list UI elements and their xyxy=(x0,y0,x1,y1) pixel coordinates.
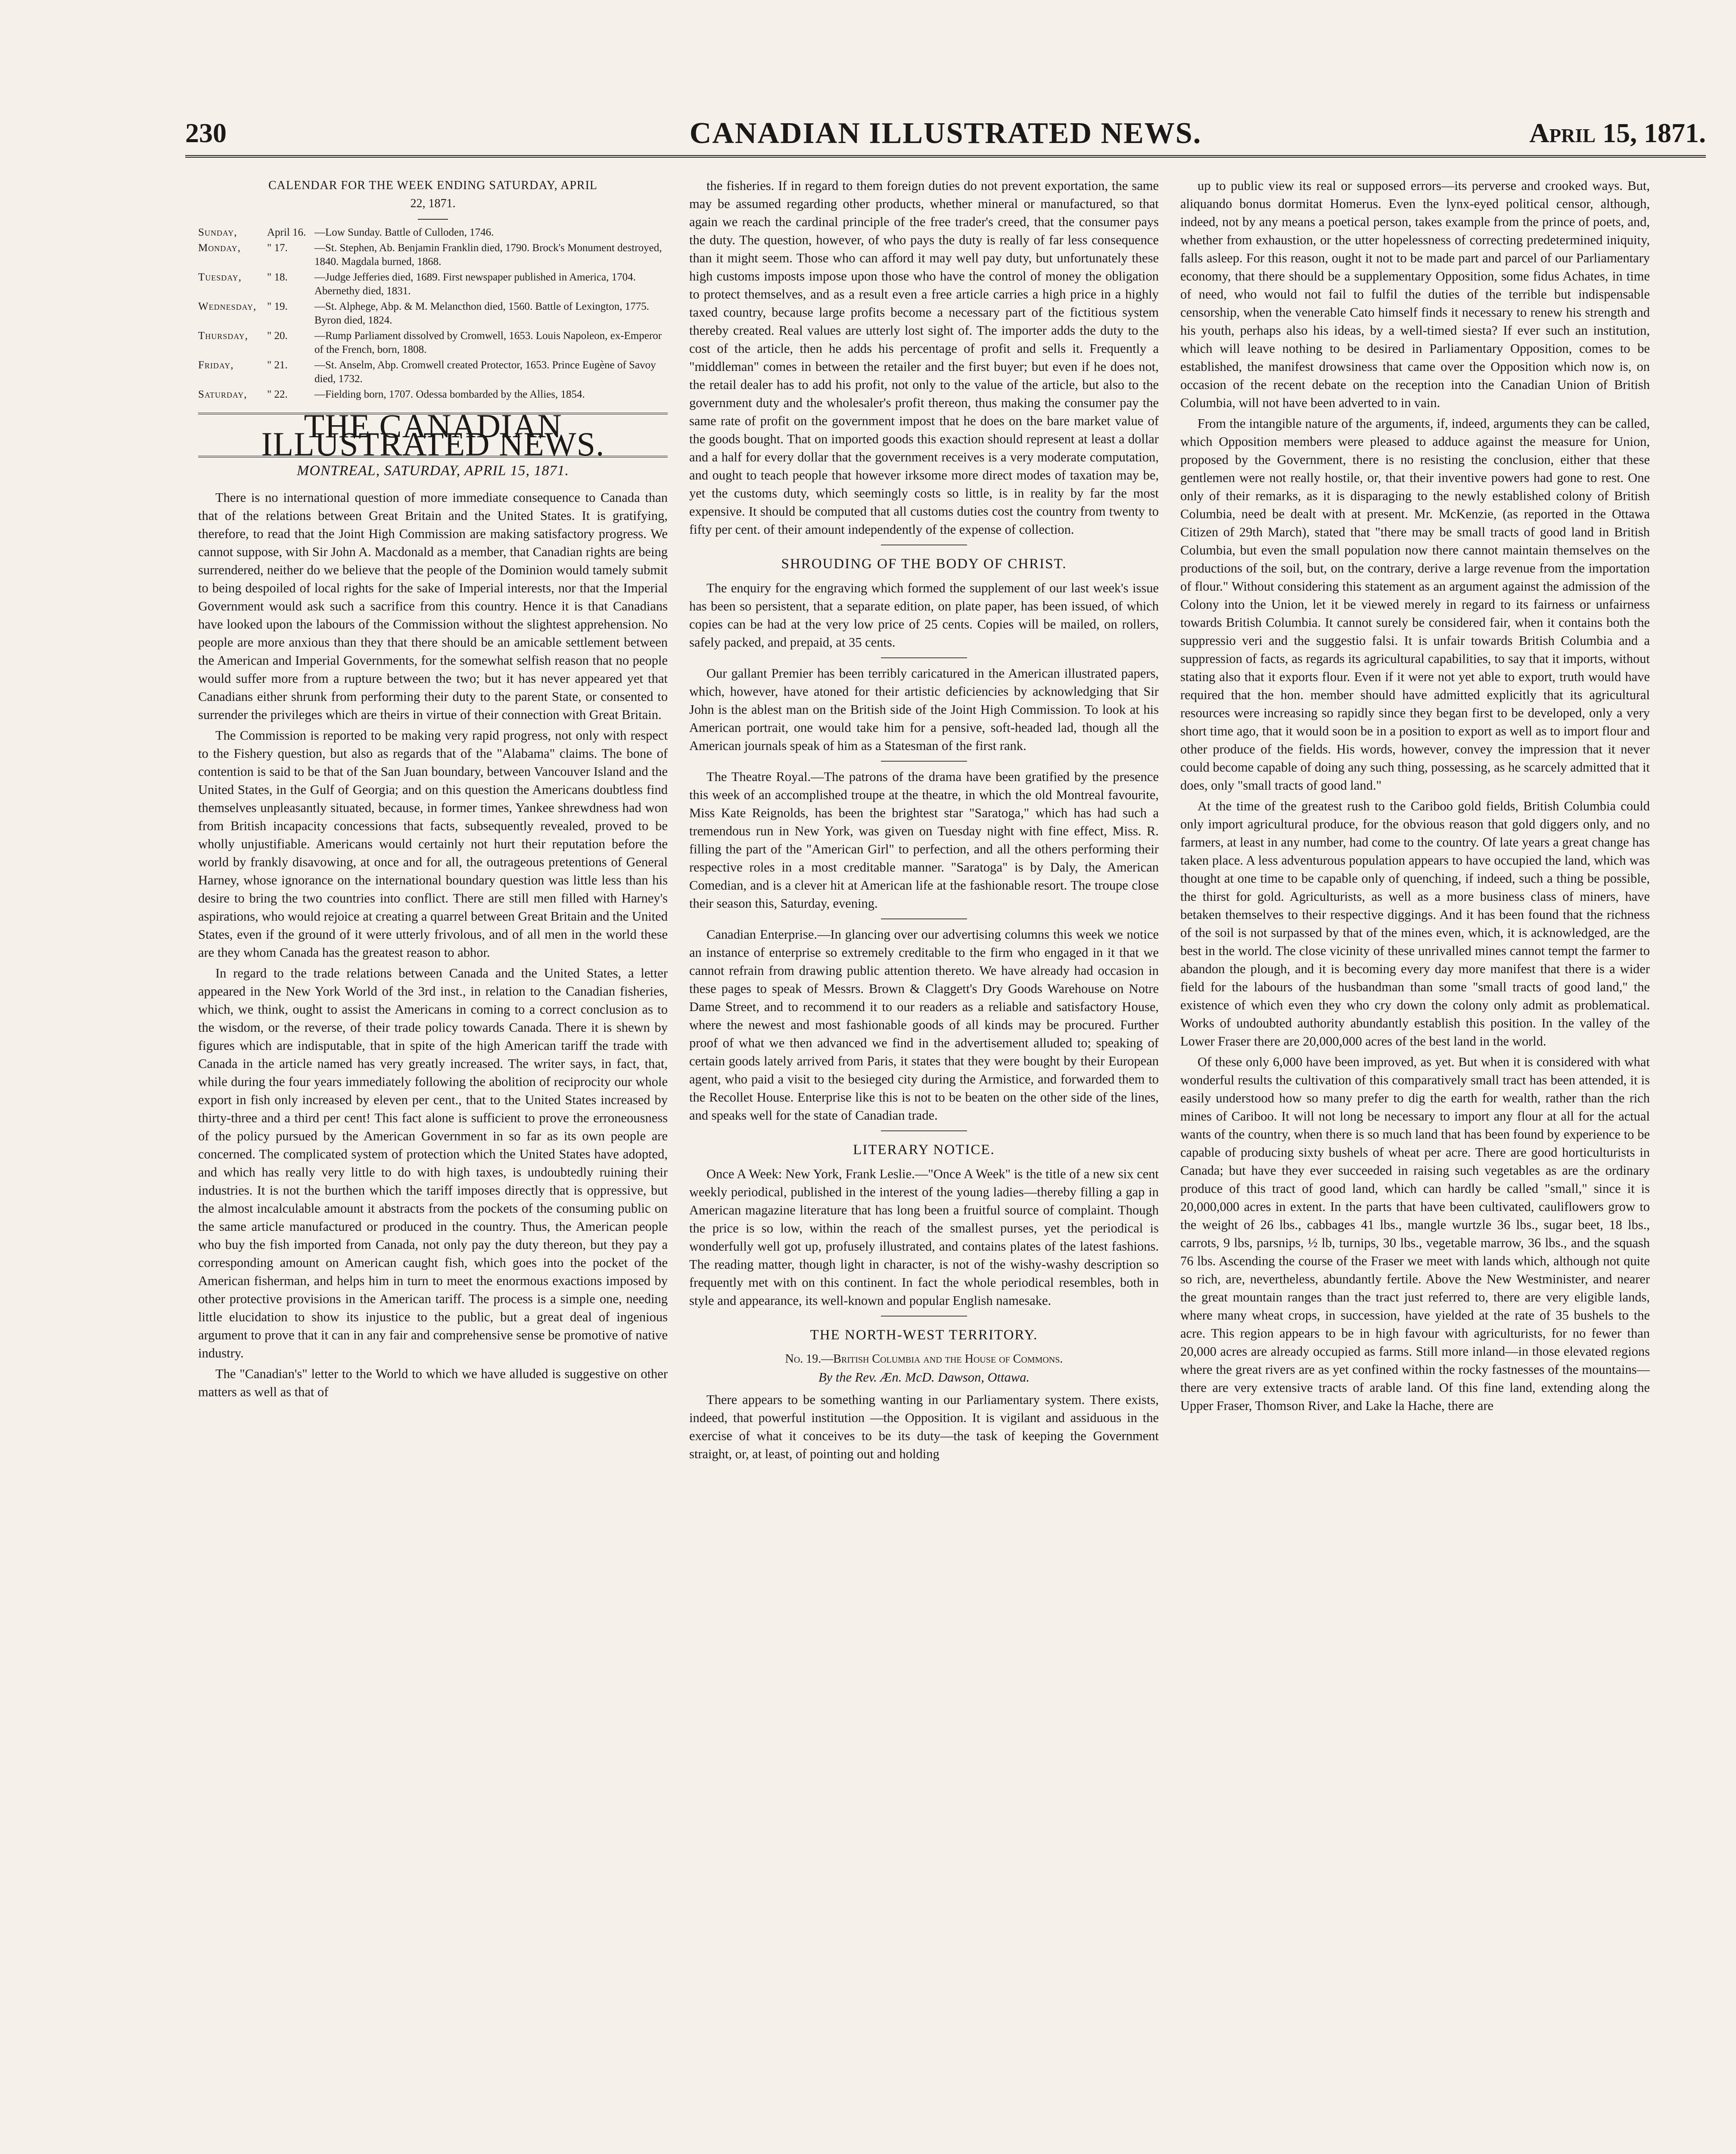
calendar-day: Sunday, xyxy=(198,227,237,238)
dateline: MONTREAL, SATURDAY, APRIL 15, 1871. xyxy=(297,463,569,479)
shrouding-heading: SHROUDING OF THE BODY OF CHRIST. xyxy=(781,556,1067,572)
theatre-paragraph: The Theatre Royal.—The patrons of the drama have been gratified by the presence this week of an accomplished troupe at the theatre, in which the old Montreal favourite, Miss Kate Reignolds, has been the brightest star "Saratoga," which has had such a tremendous run in New York, was given on Tuesday night with fine effect, Miss. R. filling the part of the "American Girl" to perfection, and all the others performing their respective roles in a most creditable manner. "Saratoga" is by Daly, the American Comedian, and is a clever hit at American life at the fashionable resort. The troupe close their season this, Saturday, evening. xyxy=(689,769,1159,911)
northwest-byline: By the Rev. Æn. McD. Dawson, Ottawa. xyxy=(818,1370,1030,1385)
calendar-date: " 18. xyxy=(267,271,288,283)
article-paragraph: There is no international question of more immediate consequence to Canada than that of the relations between Great Britain and the United States. It is gratifying, therefore, to read that the Joint High Commission are making satisfactory progress. We cannot suppose, with Sir John A. Macdonald as a member, that Canadian rights are being surrendered, neither do we believe that the people of the Dominion would tamely submit to being despoiled of local rights for the sake of Imperial interests, nor that the Imperial Government would ask such a sacrifice from this country. Hence it is that Canadians have looked upon the labours of the Commission without the slightest apprehension. No people are more anxious than they that there should be an amicable settlement between the American and Imperial Governments, for the somewhat selfish reason that no people would suffer more from a rupture between the two; but it has never appeared yet that Canadians either shrunk from performing their duty to the parent State, or consented to surrender the privileges which are theirs in virtue of their connection with Great Britain. xyxy=(198,490,668,722)
calendar-text: —Fielding born, 1707. Odessa bombarded by the Allies, 1854. xyxy=(314,389,585,400)
calendar-day: Thursday, xyxy=(198,330,248,342)
calendar-text: —Rump Parliament dissolved by Cromwell, 1653. Louis Napoleon, ex-Emperor of the French, born, 1808. xyxy=(314,330,662,355)
shrouding-paragraph: The enquiry for the engraving which formed the supplement of our last week's issue has been so persistent, that a separate edition, on plate paper, has been issued, of which copies can be had at the very low price of 25 cents. Copies will be mailed, on rollers, safely packed, and prepaid, at 35 cents. xyxy=(689,581,1159,650)
calendar-entry xyxy=(198,300,668,327)
calendar-date: " 22. xyxy=(267,389,288,400)
column-1 xyxy=(198,177,668,2154)
northwest-heading: THE NORTH-WEST TERRITORY. xyxy=(810,1327,1038,1343)
calendar-day: Tuesday, xyxy=(198,271,242,283)
calendar-entry xyxy=(198,388,668,402)
section-divider xyxy=(881,657,967,658)
article-paragraph: up to public view its real or supposed errors—its perverse and crooked ways. But, aliquando bonus dormitat Homerus. Even the lynx-eyed political censor, although, indeed, not by any means a poetical person, takes example from the prince of poets, and, whether from exhaustion, or the utter hopelessness of correcting predetermined iniquity, falls asleep. For this reason, ought it not to be made part and parcel of our Parliamentary economy, that there should be a supplementary Opposition, some fidus Achates, in time of need, who would not fail to fulfil the duties of the terrible but indispensable censorship, when the venerable Cato himself finds it necessary to renew his strength and his youth, perhaps also his ideas, by a well-timed siesta? If ever such an institution, which will leave nothing to be desired in Parliamentary Opposition, comes to be established, the manifest drowsiness that came over the Opposition which now is, on occasion of the recent debate on the reception into the Canadian Union of British Columbia, will not have been adverted to in vain. xyxy=(1180,178,1650,410)
running-masthead: CANADIAN ILLUSTRATED NEWS. xyxy=(689,117,1202,150)
calendar-date: " 19. xyxy=(267,301,288,312)
northwest-paragraph: There appears to be something wanting in our Parliamentary system. There exists, indeed, that powerful institution —the Opposition. It is vigilant and assiduous in the exercise of what it conceives to be its duty—the task of keeping the Government straight, or, at least, of pointing out and holding xyxy=(689,1392,1159,1461)
calendar-date: " 21. xyxy=(267,359,288,371)
calendar-subtitle: 22, 1871. xyxy=(410,197,456,210)
calendar-day: Monday, xyxy=(198,242,241,254)
calendar-text: —St. Anselm, Abp. Cromwell created Protector, 1653. Prince Eugène of Savoy died, 1732. xyxy=(314,359,656,385)
calendar-rule xyxy=(418,219,448,220)
calendar-text: —St. Alphege, Abp. & M. Melancthon died, 1560. Battle of Lexington, 1775. Byron died, 1824. xyxy=(314,301,650,326)
calendar-day: Saturday, xyxy=(198,389,247,400)
calendar-list xyxy=(198,226,668,402)
column-3 xyxy=(1180,177,1650,2154)
calendar-title: CALENDAR FOR THE WEEK ENDING SATURDAY, APRIL xyxy=(268,179,597,192)
section-divider xyxy=(881,918,967,919)
calendar-entry xyxy=(198,329,668,357)
calendar-entry xyxy=(198,358,668,386)
article-paragraph: In regard to the trade relations between Canada and the United States, a letter appeared in the New York World of the 3rd inst., in relation to the Canadian fisheries, which, we think, ought to assist the Americans in coming to a correct conclusion as to the wisdom, or the reverse, of their trade policy towards Canada. There it is shewn by figures which are indisputable, that in spite of the high American tariff the trade with Canada in the article named has very greatly increased. The writer says, in fact, that, while during the four years immediately following the abolition of reciprocity our whole export in fish only increased by eleven per cent., that to the United States increased by thirty-three and a third per cent! This fact alone is sufficient to prove the erroneousness of the policy pursued by the American Government in so far as its own people are concerned. The complicated system of protection which the United States have adopted, and which has really very little to do with high taxes, is undoubtedly ruining their industries. It is not the burthen which the tariff imposes directly that is oppressive, but the almost incalculable amount it abstracts from the pockets of the consuming public on the same article manufactured or produced in the country. Thus, the American people who buy the fish imported from Canada, not only pay the duty thereon, but they pay a corresponding amount on American caught fish, which goes into the pocket of the American fisherman, and helps him in turn to meet the enormous exactions imposed by other protective provisions in the American tariff. The process is a simple one, needing little elucidation to show its injustice to the public, but a great deal of ingenious argument to prove that it can in any fair and comprehensive sense be promotive of native industry. xyxy=(198,966,668,1360)
page-number: 230 xyxy=(185,118,227,148)
calendar-day: Wednesday, xyxy=(198,301,257,312)
article-paragraph: From the intangible nature of the arguments, if, indeed, arguments they can be called, which Opposition members were pleased to adduce against the measure for Union, proposed by the Government, there is no resisting the conclusion, either that these gentlemen were not really hostile, or, that their inventive powers had gone to rest. One only of their remarks, as it is disparaging to the newly established colony of British Columbia, need be dealt with at present. Mr. McKenzie, (as reported in the Ottawa Citizen of 29th March), stated that "there may be small tracts of good land in British Columbia, but even the small population now there cannot maintain themselves on the productions of the soil, but, on the contrary, derive a large revenue from the importation of flour." Without considering this statement as an argument against the admission of the Colony into the Union, let it be viewed merely in regard to its fairness or unfairness towards British Columbia. It cannot surely be considered fair, when it contains both the suppressio veri and the suggestio falsi. It is unfair towards British Columbia and a suppression of facts, as regards its agricultural capabilities, to say that it imports, without stating also that it exports flour. Even if it were not yet able to export, truth would have required that the hon. member should have admitted explicitly that its agricultural resources were increasing so rapidly since they began first to be developed, only a very short time ago, that it would soon be in a position to export as well as to import flour and other produce of the fields. His words, however, convey the impression that it never could become capable of doing any such thing, possessing, as he scarcely admitted that it does, only "small tracts of good land." xyxy=(1180,416,1650,793)
calendar-date: " 20. xyxy=(267,330,288,342)
northwest-subheading: No. 19.—British Columbia and the House of Commons. xyxy=(785,1352,1063,1366)
literary-paragraph: Once A Week: New York, Frank Leslie.—"Once A Week" is the title of a new six cent weekly periodical, published in the interest of the young ladies—thereby filling a gap in American magazine literature that has long been a fruitful source of complaint. Though the price is so low, within the reach of the smallest purses, yet the periodical is wonderfully well got up, profusely illustrated, and contains plates of the latest fashions. The reading matter, though light in character, is not of the wishy-washy description so frequently met with on this continent. In fact the whole periodical resembles, both in style and appearance, its well-known and popular English namesake. xyxy=(689,1167,1159,1308)
calendar-text: —St. Stephen, Ab. Benjamin Franklin died, 1790. Brock's Monument destroyed, 1840. Magdala burned, 1868. xyxy=(314,242,662,268)
calendar-entry xyxy=(198,241,668,269)
literary-heading: LITERARY NOTICE. xyxy=(853,1142,995,1158)
premier-paragraph: Our gallant Premier has been terribly caricatured in the American illustrated papers, which, however, have atoned for their artistic deficiencies by acknowledging that Sir John is the ablest man on the British side of the Joint High Commission. To look at his American portrait, one would take him for a pensive, soft-headed lad, though all the American journals speak of him as a Statesman of the first rank. xyxy=(689,666,1159,753)
calendar-text: —Low Sunday. Battle of Culloden, 1746. xyxy=(314,227,494,238)
header-rule xyxy=(185,155,1706,158)
calendar-date: April 16. xyxy=(267,227,306,238)
calendar-text: —Judge Jefferies died, 1689. First newspaper published in America, 1704. Abernethy died, 1831. xyxy=(314,271,636,297)
calendar-day: Friday, xyxy=(198,359,234,371)
calendar-entry xyxy=(198,271,668,298)
enterprise-paragraph: Canadian Enterprise.—In glancing over our advertising columns this week we notice an instance of enterprise so extremely creditable to the firm who engaged in it that we cannot refrain from drawing public attention thereto. We have already had occasion in these pages to speak of Messrs. Brown & Claggett's Dry Goods Warehouse on Notre Dame Street, and to recommend it to our readers as a reliable and satisfactory House, where the newest and most fashionable goods of all kinds may be procured. Further proof of what we then advanced we find in the advertisement alluded to; speaking of certain goods lately arrived from Paris, it states that they were bought by their European agent, who paid a visit to the besieged city during the Armistice, and forwarded them to the Recollet House. Enterprise like this is not to be beaten on the other side of the lines, and speaks well for the state of Canadian trade. xyxy=(689,927,1159,1123)
article-paragraph: At the time of the greatest rush to the Cariboo gold fields, British Columbia could only import agricultural produce, for the obvious reason that gold diggers only, and no farmers, at least in any number, had come to the country. Of late years a great change has taken place. A less adventurous population appears to have occupied the land, which was thought at one time to be capable only of quenching, if indeed, such a thing be possible, the thirst for gold. Agriculturists, as well as a more business class of miners, have betaken themselves to their respective diggings. And it has been found that the richness of the soil is not surpassed by that of the mines even, which, it is acknowledged, are the best in the world. The close vicinity of these unrivalled mines cannot tempt the farmer to abandon the plough, and it is becoming every day more manifest that there is a wider field for the labours of the husbandman than some "small tracts of good land," the existence of which even they who cry down the colony only admit as problematical. Works of undoubted authority abundantly establish this position. In the valley of the Lower Fraser there are 20,000,000 acres of the best land in the world. xyxy=(1180,799,1650,1049)
article-paragraph: Of these only 6,000 have been improved, as yet. But when it is considered with what wonderful results the cultivation of this comparatively small tract has been attended, it is easily understood how so many prefer to dig the earth for wealth, rather than the rich mines of Cariboo. It will not long be necessary to import any flour at all for the actual wants of the country, when there is so much land that has been found by experience to be capable of producing sixty bushels of wheat per acre. There are good horticulturists in Canada; but have they ever succeeded in raising such vegetables as are the ordinary produce of this tract of good land, which can hardly be called "small," since it is 20,000,000 acres in extent. In the parts that have been cultivated, cauliflowers grow to the weight of 26 lbs., cabbages 41 lbs., mangle wurtzle 36 lbs., sugar beet, 18 lbs., carrots, 9 lbs, parsnips, ½ lb, turnips, 30 lbs., vegetable marrow, 36 lbs., and the squash 76 lbs. Ascending the course of the Fraser we meet with lands which, although not quite so rich, are, nevertheless, abundantly fertile. Above the New Westminister, and nearer the great mountain ranges than the tract just referred to, there are very eligible lands, where many wheat crops, in succession, have yielded at the rate of 35 bushels to the acre. This region appears to be in high favour with agriculturists, for no fewer than 20,000 acres are already occupied as farms. Still more inland—in those elevated regions where the great rivers are as yet confined within the rocky fastnesses of the mountains—there are very extensive tracts of arable land. Of this fine land, extending along the Upper Fraser, Thomson River, and Lake la Hache, there are xyxy=(1180,1055,1650,1413)
article-paragraph: The "Canadian's" letter to the World to which we have alluded is suggestive on other matters as well as that of xyxy=(198,1366,668,1399)
article-paragraph: The Commission is reported to be making very rapid progress, not only with respect to the Fishery question, but also as regards that of the "Alabama" claims. The bone of contention is said to be that of the San Juan boundary, between Vancouver Island and the United States, in the Gulf of Georgia; and on this question the Americans doubtless find themselves unpleasantly situated, because, in former times, Yankee shrewdness had won from British incapacity concessions that facts, subsequently revealed, proved to be wholly unjustifiable. Americans would certainly not hurt their reputation before the world by frankly disavowing, at once and for all, the outrageous pretentions of General Harney, whose ignorance on the international boundary question was little less than his desire to bring the two countries into conflict. There are still men filled with Harney's aspirations, who would rejoice at creating a quarrel between Great Britain and the United States, even if the ground of it were utterly frivolous, and of all men in the world these are they whom Canada has the greatest reason to abhor. xyxy=(198,728,668,960)
calendar-entry xyxy=(198,226,668,240)
calendar-date: " 17. xyxy=(267,242,288,254)
newspaper-title: THE CANADIAN ILLUSTRATED NEWS. xyxy=(198,413,668,458)
section-divider xyxy=(881,1130,967,1131)
section-divider xyxy=(881,1316,967,1317)
article-paragraph: the fisheries. If in regard to them foreign duties do not prevent exportation, the same may be assumed regarding other products, whether mineral or manufactured, so that again we reach the cardinal principle of the free trader's creed, that the consumer pays the duty. The question, however, of who pays the duty is really of far less consequence than it might seem. Those who can afford it may well pay duty, but unfortunately these high customs imposts impose upon those who have the control of money the obligation to protect themselves, and as a result even a free article carries a high price in a highly taxed country, because large profits become a necessary part of the fictitious system thereby created. Real values are utterly lost sight of. The importer adds the duty to the cost of the article, then he adds his percentage of profit and sells it. Frequently a "middleman" comes in between the retailer and the first buyer; but even if he does not, the retail dealer has to add his profit, not only to the value of the article, but also to the government duty and the wholesaler's profit thereon, thus making the consumer pay the same rate of profit on the government impost that he does on the bare market value of the goods bought. That on imported goods this exaction should represent at least a dollar and a half for every dollar that the government receives is a very moderate computation, and ought to teach people that however irksome more direct modes of taxation may be, yet the customs duty, which seemingly costs so little, is in reality by far the most expensive. It should be computed that all customs duties cost the country from twenty to fifty per cent. of their amount independently of the expense of collection. xyxy=(689,178,1159,537)
column-2 xyxy=(689,177,1159,2154)
section-divider xyxy=(881,761,967,762)
issue-date: April 15, 1871. xyxy=(1529,118,1706,148)
